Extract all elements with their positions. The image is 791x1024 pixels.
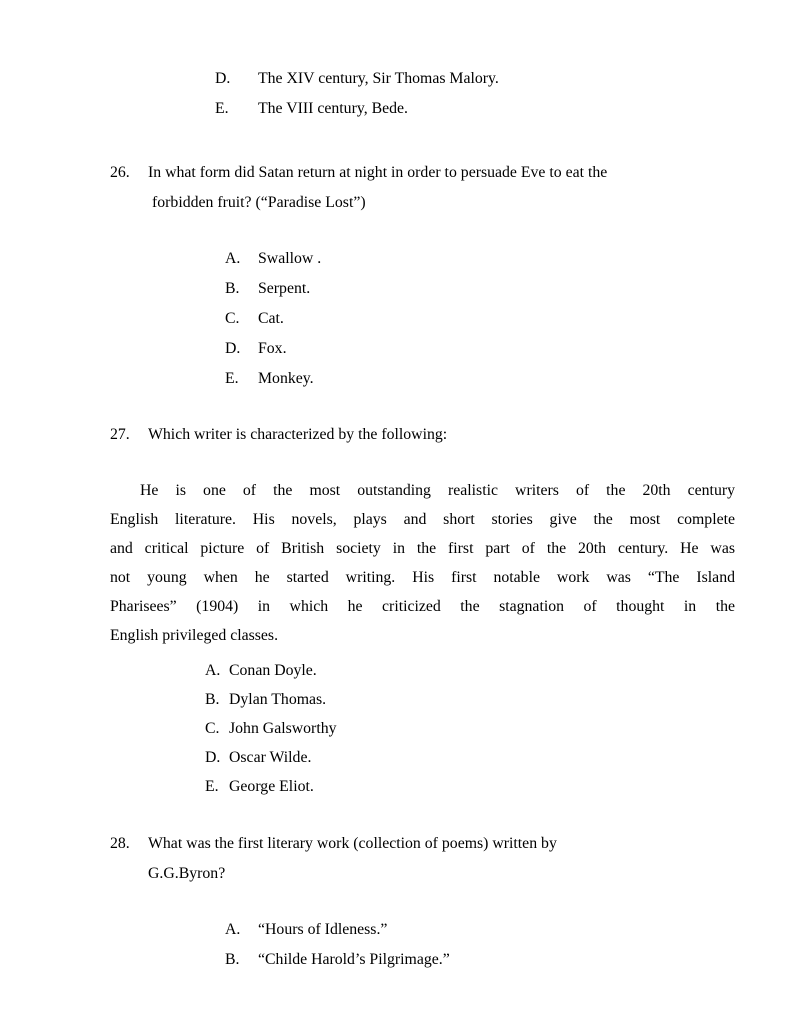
option-text: George Eliot.: [229, 778, 314, 795]
option-row: [205, 714, 735, 743]
option-letter: D.: [205, 749, 221, 766]
option-row: [225, 244, 735, 274]
option-text: “Hours of Idleness.”: [258, 921, 388, 938]
option-letter: A.: [225, 921, 241, 938]
question-text-line1: In what form did Satan return at night in order to persuade Eve to eat the: [148, 164, 608, 181]
option-text: Swallow .: [258, 250, 322, 267]
option-text: Monkey.: [258, 370, 314, 387]
option-letter: B.: [225, 951, 240, 968]
question-text-line2: G.G.Byron?: [148, 865, 226, 882]
option-letter: E.: [205, 778, 219, 795]
option-letter: E.: [225, 370, 239, 387]
option-row: [215, 64, 735, 94]
paragraph-line: English privileged classes.: [110, 627, 279, 644]
option-letter: D.: [215, 70, 231, 87]
question-text-line1: Which writer is characterized by the following:: [148, 426, 448, 443]
option-text: The XIV century, Sir Thomas Malory.: [258, 70, 499, 87]
option-text: Serpent.: [258, 280, 311, 297]
question-26-options: [110, 244, 735, 394]
option-text: John Galsworthy: [229, 720, 337, 737]
option-letter: B.: [225, 280, 240, 297]
option-letter: C.: [225, 310, 240, 327]
question-number: 27.: [110, 426, 130, 443]
carryover-options: [110, 64, 735, 124]
option-text: Conan Doyle.: [229, 662, 317, 679]
question-28-head: [110, 829, 735, 859]
option-row: [205, 656, 735, 685]
option-row: [225, 274, 735, 304]
option-text: “Childe Harold’s Pilgrimage.”: [258, 951, 450, 968]
option-row: [225, 334, 735, 364]
option-row: [215, 94, 735, 124]
question-27-description: [110, 476, 735, 650]
option-text: Cat.: [258, 310, 284, 327]
option-letter: C.: [205, 720, 220, 737]
option-letter: A.: [225, 250, 241, 267]
option-row: [205, 743, 735, 772]
option-letter: E.: [215, 100, 229, 117]
paragraph-line: and critical picture of British society in the first part of the 20th century. He was: [110, 540, 735, 557]
option-row: [225, 304, 735, 334]
question-number: 28.: [110, 835, 130, 852]
option-text: The VIII century, Bede.: [258, 100, 409, 117]
paragraph-line: He is one of the most outstanding realistic writers of the 20th century: [140, 482, 735, 499]
option-letter: A.: [205, 662, 221, 679]
option-letter: D.: [225, 340, 241, 357]
option-text: Oscar Wilde.: [229, 749, 312, 766]
option-row: [225, 364, 735, 394]
option-text: Dylan Thomas.: [229, 691, 327, 708]
paragraph-line: English literature. His novels, plays and short stories give the most complete: [110, 511, 735, 528]
question-26-head: [110, 158, 735, 188]
question-27-head: [110, 420, 735, 450]
question-26: [110, 158, 735, 218]
option-row: [205, 772, 735, 801]
question-28: [110, 829, 735, 889]
paragraph-line: not young when he started writing. His first notable work was “The Island: [110, 569, 735, 586]
question-28-options: [110, 915, 735, 975]
question-27-options: [110, 656, 735, 801]
option-row: [225, 915, 735, 945]
option-text: Fox.: [258, 340, 287, 357]
question-text-line1: What was the first literary work (collection of poems) written by: [148, 835, 557, 852]
paragraph-line: Pharisees” (1904) in which he criticized the stagnation of thought in the: [110, 598, 735, 615]
option-letter: B.: [205, 691, 220, 708]
option-row: [225, 945, 735, 975]
question-text-line2: forbidden fruit? (“Paradise Lost”): [152, 194, 366, 211]
question-27: [110, 420, 735, 450]
question-number: 26.: [110, 164, 130, 181]
option-row: [205, 685, 735, 714]
